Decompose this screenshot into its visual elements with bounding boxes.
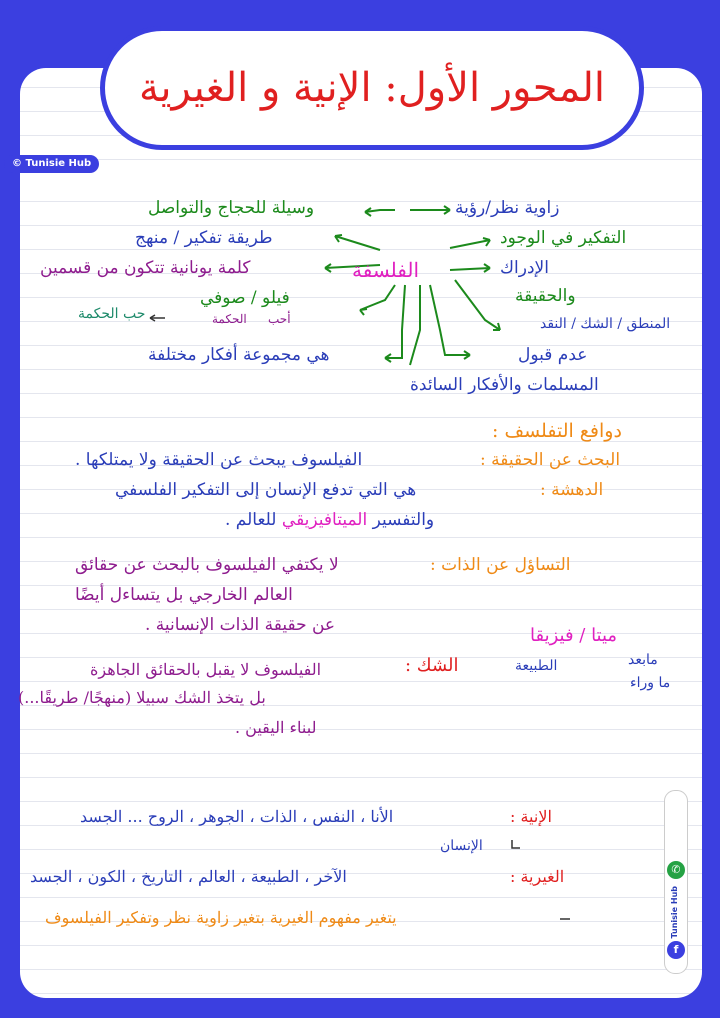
whatsapp-icon[interactable]: ✆ xyxy=(667,861,685,879)
arrow-down xyxy=(410,285,420,365)
doubt-text-2: بل يتخذ الشك سبيلا (منهجًا/ طريقًا...) xyxy=(18,688,266,707)
meta-nature: الطبيعة xyxy=(515,658,558,674)
arrow-left-2 xyxy=(335,236,380,250)
self-question-text-2: العالم الخارجي بل يتساءل أيضًا xyxy=(75,585,293,605)
mindmap-left-6: الحكمة xyxy=(212,312,247,326)
arrow-human xyxy=(512,840,520,848)
self-def-sub: الإنسان xyxy=(440,838,483,854)
facebook-icon[interactable]: f xyxy=(667,941,685,959)
arrow-right-2 xyxy=(450,240,490,248)
doubt-text-1: الفيلسوف لا يقبل بالحقائق الجاهزة xyxy=(90,660,322,679)
mindmap-left-2: طريقة تفكير / منهج xyxy=(135,228,273,248)
mindmap-right-6: عدم قبول xyxy=(518,345,588,365)
arrow-right-5 xyxy=(430,285,470,355)
motives-heading: دوافع التفلسف : xyxy=(492,420,622,442)
mindmap-center: الفلسفة xyxy=(352,258,420,282)
mindmap-right-7: المسلمات والأفكار السائدة xyxy=(410,375,599,395)
mindmap-right-4: والحقيقة xyxy=(515,286,576,306)
brand-badge: © Tunisie Hub xyxy=(4,155,99,173)
conclusion-text: يتغير مفهوم الغيرية بتغير زاوية نظر وتفكير الفيلسوف xyxy=(45,908,397,927)
other-def-label: الغيرية : xyxy=(510,867,565,886)
self-def-text: الأنا ، النفس ، الذات ، الجوهر ، الروح ... الجسد xyxy=(80,807,394,826)
mindmap-right-5: المنطق / الشك / النقد xyxy=(540,316,671,332)
self-question-label: التساؤل عن الذات : xyxy=(430,555,571,575)
metaphysical-highlight: الميتافيزيقي xyxy=(281,510,368,530)
side-brand-label: Tunisie Hub xyxy=(670,886,679,939)
doubt-text-3: لبناء اليقين . xyxy=(235,718,317,737)
meta-beyond: مابعد xyxy=(628,652,658,668)
mindmap-right-3: الإدراك xyxy=(500,258,549,278)
wonder-label: الدهشة : xyxy=(540,480,604,500)
mindmap-left-8: هي مجموعة أفكار مختلفة xyxy=(148,345,330,365)
mindmap-left-5: أحب xyxy=(268,312,291,326)
mindmap-right-2: التفكير في الوجود xyxy=(500,228,627,248)
doubt-label: الشك : xyxy=(405,655,459,676)
wonder-text-2: والتفسير الميتافيزيقي للعالم . xyxy=(225,510,435,530)
arrow-right-4 xyxy=(455,280,500,330)
mindmap-left-1: وسيلة للحجاج والتواصل xyxy=(148,198,315,218)
mindmap-right-1: زاوية نظر/رؤية xyxy=(455,198,560,218)
mindmap-left-7: حب الحكمة xyxy=(78,306,146,322)
self-def-label: الإنية : xyxy=(510,807,552,826)
meta-beyond-2: ما وراء xyxy=(630,675,671,691)
self-question-text-1: لا يكتفي الفيلسوف بالبحث عن حقائق xyxy=(75,555,339,575)
wonder-text: هي التي تدفع الإنسان إلى التفكير الفلسفي xyxy=(115,480,417,500)
other-def-text: الآخر ، الطبيعة ، العالم ، التاريخ ، الكون ، الجسد xyxy=(30,867,347,886)
arrow-right-3 xyxy=(450,268,490,270)
self-question-text-3: عن حقيقة الذات الإنسانية . xyxy=(145,615,336,635)
page-title: المحور الأول: الإنية و الغيرية xyxy=(138,65,606,111)
mindmap-left-3: كلمة يونانية تتكون من قسمين xyxy=(40,258,251,278)
search-label: البحث عن الحقيقة : xyxy=(480,450,621,470)
social-sidebar xyxy=(664,790,688,974)
mindmap-left-4: فيلو / صوفي xyxy=(200,288,290,308)
arrow-left-1 xyxy=(365,210,395,212)
meta-word: ميتا / فيزيقا xyxy=(530,625,618,646)
search-text: الفيلسوف يبحث عن الحقيقة ولا يمتلكها . xyxy=(75,450,363,470)
arrow-left-4 xyxy=(360,285,395,310)
